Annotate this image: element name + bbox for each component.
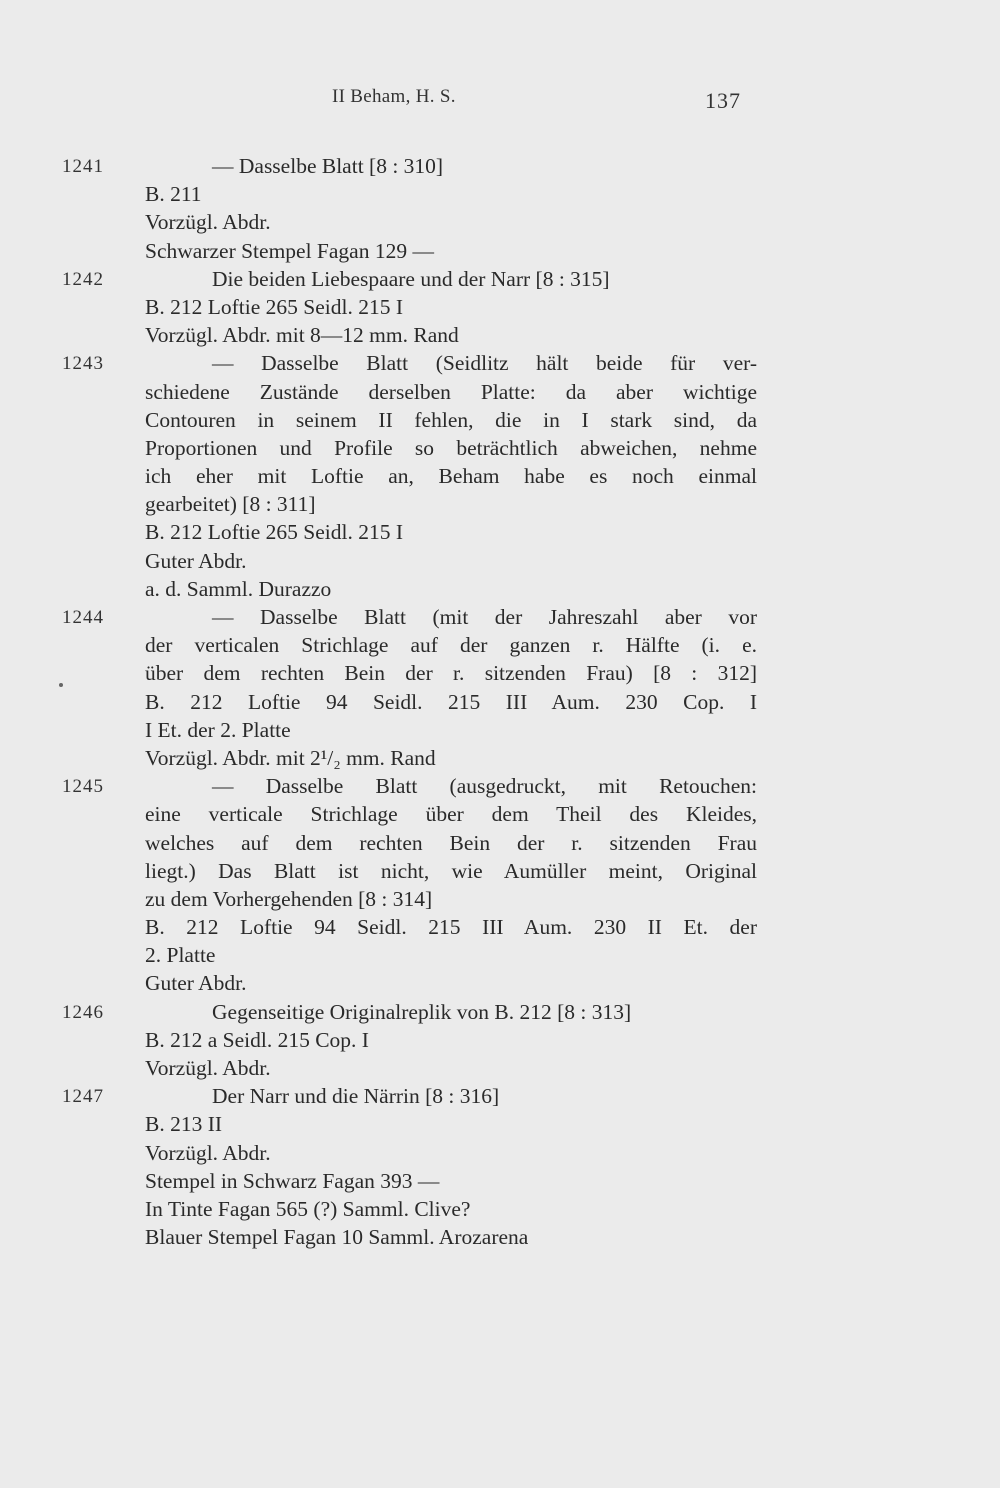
entry-number: 1244 <box>62 607 104 628</box>
entry-number: 1241 <box>62 156 104 177</box>
entry-line: Vorzügl. Abdr. <box>145 210 271 235</box>
entry-line: Blauer Stempel Fagan 10 Samml. Arozarena <box>145 1225 529 1250</box>
entry-line: schiedene Zustände derselben Platte: da aber wichtige <box>145 379 757 404</box>
entry-line: B. 212 Loftie 94 Seidl. 215 III Aum. 230 II Et. der <box>145 915 757 940</box>
page-number: 137 <box>705 88 741 113</box>
entry-title: — Dasselbe Blatt (mit der Jahreszahl aber vor <box>212 605 757 629</box>
catalogue-entry <box>0 772 1000 998</box>
entry-line: In Tinte Fagan 565 (?) Samml. Clive? <box>145 1196 471 1221</box>
entry-title: Der Narr und die Närrin [8 : 316] <box>212 1084 500 1109</box>
entry-title: Die beiden Liebespaare und der Narr [8 : 315] <box>212 266 610 291</box>
catalogue-entry <box>0 152 1000 265</box>
catalogue-entry <box>0 998 1000 1083</box>
catalogue-entry <box>0 1082 1000 1251</box>
entry-line: Guter Abdr. <box>145 548 247 573</box>
entry-title: — Dasselbe Blatt (Seidlitz hält beide für ver- <box>212 351 757 376</box>
running-head: II Beham, H. S. <box>332 86 456 107</box>
entry-line: B. 211 <box>145 182 202 207</box>
entry-number: 1245 <box>62 776 104 798</box>
entry-line: B. 213 II <box>145 1112 223 1137</box>
catalogue-entries <box>0 152 1000 1251</box>
entry-line: Proportionen und Profile so beträchtlich abweichen, nehme <box>145 435 757 460</box>
entry-number: 1246 <box>62 1001 104 1023</box>
entry-line: Vorzügl. Abdr. <box>145 1140 271 1165</box>
entry-line: Vorzügl. Abdr. mit 2¹/₂ mm. Rand <box>145 745 436 770</box>
entry-line: Vorzügl. Abdr. mit 8—12 mm. Rand <box>145 323 459 348</box>
entry-line: Schwarzer Stempel Fagan 129 — <box>145 238 434 263</box>
entry-line: gearbeitet) [8 : 311] <box>145 492 316 517</box>
entry-number: 1243 <box>62 353 104 375</box>
entry-line: Contouren in seinem II fehlen, die in I stark sind, da <box>145 407 757 432</box>
entry-number: 1247 <box>62 1086 104 1108</box>
entry-line: 2. Platte <box>145 943 216 968</box>
entry-title: Gegenseitige Originalreplik von B. 212 [8 : 313] <box>212 999 632 1024</box>
entry-line: liegt.) Das Blatt ist nicht, wie Aumüller meint, Original <box>145 858 757 883</box>
entry-line: ich eher mit Loftie an, Beham habe es noch einmal <box>145 464 757 489</box>
entry-line: B. 212 Loftie 265 Seidl. 215 I <box>145 520 403 545</box>
entry-line: I Et. der 2. Platte <box>145 717 291 742</box>
entry-line: Guter Abdr. <box>145 971 247 996</box>
entry-line: Vorzügl. Abdr. <box>145 1056 271 1080</box>
entry-line: B. 212 Loftie 265 Seidl. 215 I <box>145 294 403 319</box>
entry-line: Stempel in Schwarz Fagan 393 — <box>145 1168 440 1193</box>
entry-line: B. 212 a Seidl. 215 Cop. I <box>145 1027 369 1052</box>
catalogue-entry <box>0 349 1000 603</box>
catalogue-entry <box>0 265 1000 350</box>
entry-title: — Dasselbe Blatt (ausgedruckt, mit Retouchen: <box>212 774 757 799</box>
entry-line: zu dem Vorhergehenden [8 : 314] <box>145 886 433 911</box>
entry-title: — Dasselbe Blatt [8 : 310] <box>212 154 444 178</box>
catalogue-entry <box>0 603 1000 772</box>
entry-line: eine verticale Strichlage über dem Theil des Kleides, <box>145 802 757 827</box>
entry-line: welches auf dem rechten Bein der r. sitzenden Frau <box>145 830 757 855</box>
entry-line: über dem rechten Bein der r. sitzenden Frau) [8 : 312] <box>145 661 757 686</box>
entry-line: a. d. Samml. Durazzo <box>145 576 332 601</box>
entry-line: B. 212 Loftie 94 Seidl. 215 III Aum. 230 Cop. I <box>145 689 757 714</box>
page-header <box>0 86 1000 116</box>
entry-line: der verticalen Strichlage auf der ganzen r. Hälfte (i. e. <box>145 633 757 658</box>
entry-number: 1242 <box>62 268 104 290</box>
